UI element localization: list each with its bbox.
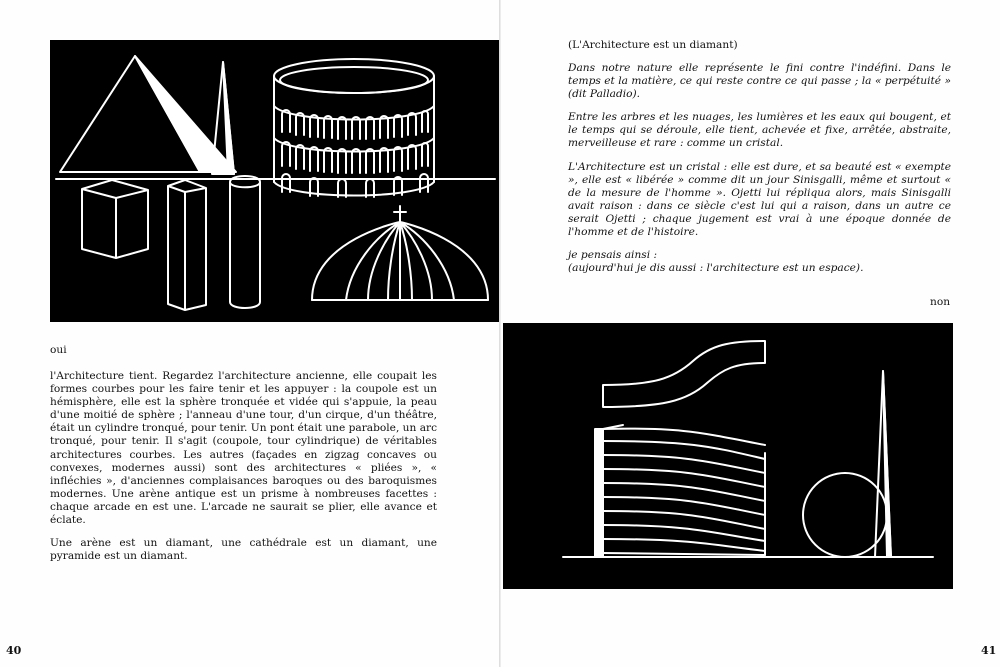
right-paragraph-2: Entre les arbres et les nuages, les lumières et les eaux qui bougent, et le temps qui se déroule, elle tient, achevée et fixe, arrêtée, abstraite, merveilleuse et rare : comme un cristal. (568, 111, 951, 150)
page-number-left: 40 (6, 644, 22, 657)
left-paragraph-1: l'Architecture tient. Regardez l'architecture ancienne, elle coupait les formes courbes pour les faire tenir et les appuyer : la coupole est un hémisphère, elle est la sphère tronquée et vidée qui s'appuie, la peau d'une moitié de sphère ; l'anneau d'une tour, d'un cirque, d'un théâtre, était un cylindre tronqué, pour tenir. Un pont était une parabole, un arc tronqué, pour tenir. Il s'agit (coupole, tour cylindrique) de véritables architectures courbes. Les autres (façades en zigzag concaves ou convexes, modernes aussi) sont des architectures « pliées », « infléchies », d'anciennes complaisances baroques ou des baroquismes modernes. Une arène antique est un prisme à nombreuses facettes : chaque arcade en est une. L'arcade ne saurait se plier, elle avance et éclate. (50, 370, 438, 527)
pyramid-shadow-face (135, 56, 236, 172)
bent-bar-shape (603, 341, 765, 407)
right-heading: (L'Architecture est un diamant) (568, 39, 738, 51)
right-paragraph-1: Dans notre nature elle représente le fini contre l'indéfini. Dans le temps et la matière, ce qui reste contre ce qui passe ; la « perpétuité » (dit Palladio). (568, 62, 951, 101)
label-oui: oui (50, 344, 67, 356)
left-paragraph-2: Une arène est un diamant, une cathédrale est un diamant, une pyramide est un diamant. (50, 537, 437, 563)
solid-forms-illustration (50, 40, 499, 322)
dome-shape (312, 206, 488, 300)
prism-shape (168, 180, 206, 310)
curved-forms-drawing (503, 323, 953, 589)
curved-forms-illustration (503, 323, 953, 589)
curved-layers-shape (595, 425, 765, 557)
right-body-text (568, 62, 951, 275)
solid-forms-drawing (50, 40, 499, 322)
cube-shape (82, 180, 148, 258)
closing-line-1: je pensais ainsi : (568, 249, 658, 262)
sphere-shape (803, 473, 887, 557)
page-number-right: 41 (981, 644, 997, 657)
left-body-text (50, 370, 437, 573)
closing-line-2: (aujourd'hui je dis aussi : l'architecture est un espace). (568, 262, 864, 275)
right-paragraph-3: L'Architecture est un cristal : elle est dure, et sa beauté est « exempte », elle est « libérée » comme dit un jour Sinisgalli, même et surtout « de la mesure de l'homme ». Ojetti lui répliqua alors, mais Sinisgalli avait raison : dans ce siècle c'est lui qui a raison, dans un autre ce serait Ojetti ; chaque jugement est vrai à une époque donnée de l'homme et de l'histoire. (568, 160, 951, 239)
cylinder-shape (230, 176, 260, 308)
right-page (501, 0, 1000, 667)
left-page (0, 0, 499, 667)
colosseum-shape (274, 59, 434, 197)
label-non: non (930, 296, 951, 308)
